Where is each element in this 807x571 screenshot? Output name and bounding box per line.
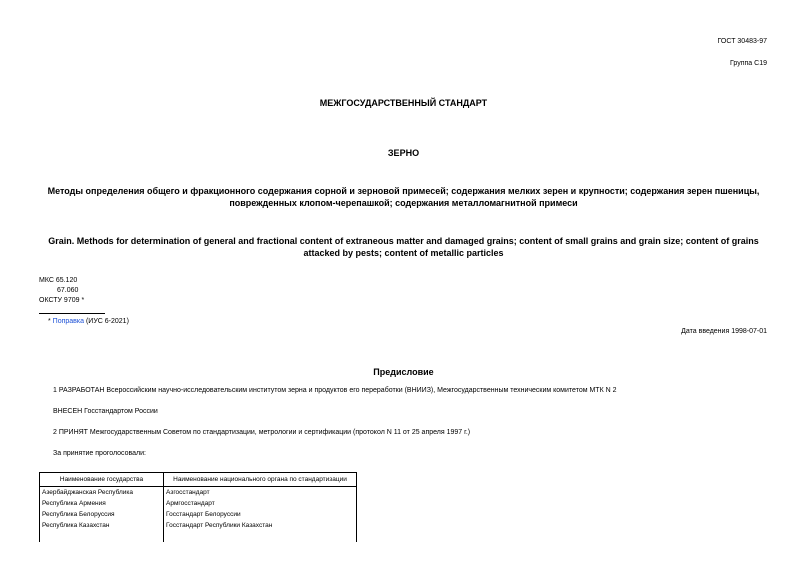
authority-name: Азгосстандарт xyxy=(164,487,357,499)
state-name: Республика Белоруссия xyxy=(40,509,164,520)
authority-name: Госстандарт Республики Казахстан xyxy=(164,520,357,531)
authority-name: Госстандарт Белоруссии xyxy=(164,509,357,520)
standard-heading: МЕЖГОСУДАРСТВЕННЫЙ СТАНДАРТ xyxy=(319,98,488,108)
document-code: ГОСТ 30483-97 xyxy=(717,38,767,45)
preface-heading: Предисловие xyxy=(373,367,434,377)
column-header-authority: Наименование национального органа по стандартизации xyxy=(164,473,357,487)
table-header-row xyxy=(40,473,357,487)
table-row xyxy=(40,531,357,542)
voting-states-table xyxy=(39,472,357,542)
state-name: Азербайджанская Республика xyxy=(40,487,164,499)
table-row xyxy=(40,509,357,520)
state-name: Республика Армения xyxy=(40,498,164,509)
title-english: Grain. Methods for determination of general and fractional content of extraneous matter and damaged grains; content of small grains and grain size; content of grains attacked by pests; content of metallic particles xyxy=(48,236,759,258)
authority-name: Армгосстандарт xyxy=(164,498,357,509)
mks-code-2: 67.060 xyxy=(57,287,79,294)
footnote-divider xyxy=(39,313,105,314)
table-row xyxy=(40,498,357,509)
okstu-code: ОКСТУ 9709 * xyxy=(39,297,85,304)
preface-introduced: ВНЕСЕН Госстандартом России xyxy=(53,408,158,415)
state-name xyxy=(40,531,164,542)
preface-voted: За принятие проголосовали: xyxy=(53,450,146,457)
introduction-date: Дата введения 1998-07-01 xyxy=(681,328,767,335)
preface-adopted: 2 ПРИНЯТ Межгосударственным Советом по стандартизации, метрологии и сертификации (протокол N 11 от 25 апреля 1997 г.) xyxy=(53,429,471,436)
column-header-state: Наименование государства xyxy=(40,473,164,487)
preface-developed: 1 РАЗРАБОТАН Всероссийским научно-исследовательским институтом зерна и продуктов его переработки (ВНИИЗ), Межгосударственным техническим комитетом МТК N 2 xyxy=(53,387,617,394)
footnote-source: (ИУС 6-2021) xyxy=(84,318,129,325)
product-heading: ЗЕРНО xyxy=(387,148,420,158)
authority-name xyxy=(164,531,357,542)
document-group: Группа С19 xyxy=(730,60,767,67)
footnote xyxy=(48,317,129,327)
title-russian: Методы определения общего и фракционного содержания сорной и зерновой примесей; содержания мелких зерен и крупности; содержания зерен пшеницы, поврежденных клопом-черепашкой; содержания металломагнитной примеси xyxy=(47,186,760,208)
footnote-star: * xyxy=(48,318,53,325)
table-row xyxy=(40,487,357,499)
state-name: Республика Казахстан xyxy=(40,520,164,531)
mks-code-1: МКС 65.120 xyxy=(39,277,78,284)
table-row xyxy=(40,520,357,531)
amendment-link[interactable]: Поправка xyxy=(52,318,85,325)
